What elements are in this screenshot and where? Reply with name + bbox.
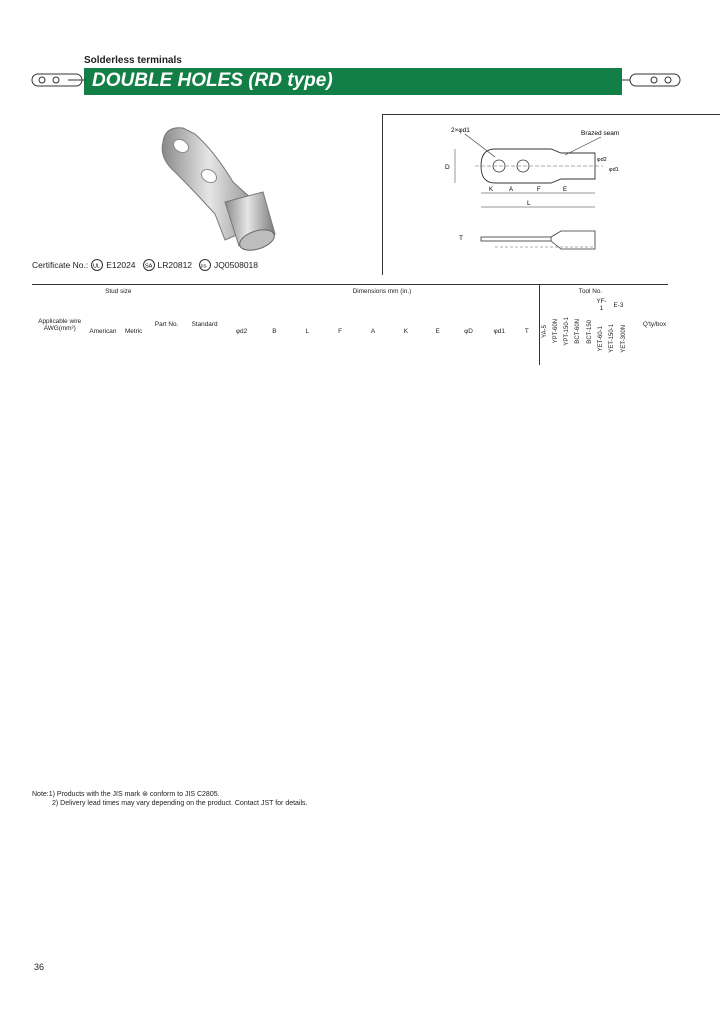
label-d1: φd1 xyxy=(609,167,619,173)
tool-group-e3: E-3 xyxy=(613,301,624,309)
label-holes: 2×φd1 xyxy=(451,127,470,134)
label-D: D xyxy=(445,164,450,171)
svg-text:JIS: JIS xyxy=(200,263,207,269)
certificate-row xyxy=(32,259,262,271)
cert-jis: JIS JQ0508018 xyxy=(200,260,258,270)
terminal-photo xyxy=(155,122,295,262)
terminal-right-icon xyxy=(622,71,682,89)
notes xyxy=(32,790,308,809)
header-metric: Metric xyxy=(124,327,143,335)
tool-bct60n: BCT-60N xyxy=(575,319,582,344)
cert-ul: UL E12024 xyxy=(88,259,135,271)
cert-csa: SA LR20812 xyxy=(140,259,193,271)
jis-mark-icon xyxy=(198,259,212,271)
header-applicable-wire: Applicable wire AWG(mm²) xyxy=(32,285,87,365)
header-dim-B: B xyxy=(272,327,277,335)
header-qty: Q'ty/box xyxy=(641,285,668,365)
header-dim-F: F xyxy=(338,327,343,335)
dimension-drawing xyxy=(382,114,720,275)
page-title: DOUBLE HOLES (RD type) xyxy=(92,70,333,91)
label-brazed-seam: Brazed seam xyxy=(581,130,620,137)
certificate-label: Certificate No.: xyxy=(32,260,89,270)
header-dim-d1: φd1 xyxy=(493,327,505,335)
svg-text:UL: UL xyxy=(93,263,101,270)
header-dimensions: Dimensions mm (in.) xyxy=(225,285,539,299)
header-dim-L: L xyxy=(305,327,310,335)
tool-ya5: YA-5 xyxy=(541,324,548,338)
header-dim-E: E xyxy=(435,327,440,335)
spec-table xyxy=(32,284,668,365)
label-T: T xyxy=(459,235,463,242)
csa-mark-icon xyxy=(142,259,156,271)
label-E: E xyxy=(563,187,568,193)
header-dim-T: T xyxy=(524,327,529,335)
label-A: A xyxy=(509,187,514,193)
tool-ypt150: YPT-150-1 xyxy=(564,317,571,346)
note-1: Note:1) Products with the JIS mark ⊛ conform to JIS C2805. xyxy=(32,791,220,798)
header-part-no: Part No. xyxy=(149,285,184,365)
svg-text:SA: SA xyxy=(144,263,152,270)
header-american: American xyxy=(89,327,117,335)
tool-yet60: YET-60-1 xyxy=(598,326,605,352)
note-2: 2) Delivery lead times may vary depending on the product. Contact JST for details. xyxy=(52,800,308,808)
tool-group-yf1: YF-1 xyxy=(596,298,607,313)
header-dim-d2: φd2 xyxy=(235,327,248,335)
tool-ypt60n: YPT-60N xyxy=(552,319,559,344)
tool-yet150: YET-150-1 xyxy=(609,324,616,354)
header-standard: Standard xyxy=(184,285,225,365)
label-F: F xyxy=(537,187,541,193)
header-dim-K: K xyxy=(403,327,408,335)
tool-bct150: BCT-150 xyxy=(586,319,593,344)
header-stud-size: Stud size xyxy=(87,285,149,299)
page-number: 36 xyxy=(34,962,45,972)
tool-yet300n: YET-300N xyxy=(620,324,627,353)
label-L: L xyxy=(527,200,531,207)
label-K: K xyxy=(489,187,494,193)
label-d2: φd2 xyxy=(597,157,607,163)
ul-mark-icon xyxy=(90,259,104,271)
header-dim-D: φD xyxy=(464,327,473,335)
header-tool-no: Tool No. xyxy=(539,285,641,299)
terminal-left-icon xyxy=(30,71,86,89)
header-dim-A: A xyxy=(370,327,376,335)
section-label: Solderless terminals xyxy=(84,55,182,66)
